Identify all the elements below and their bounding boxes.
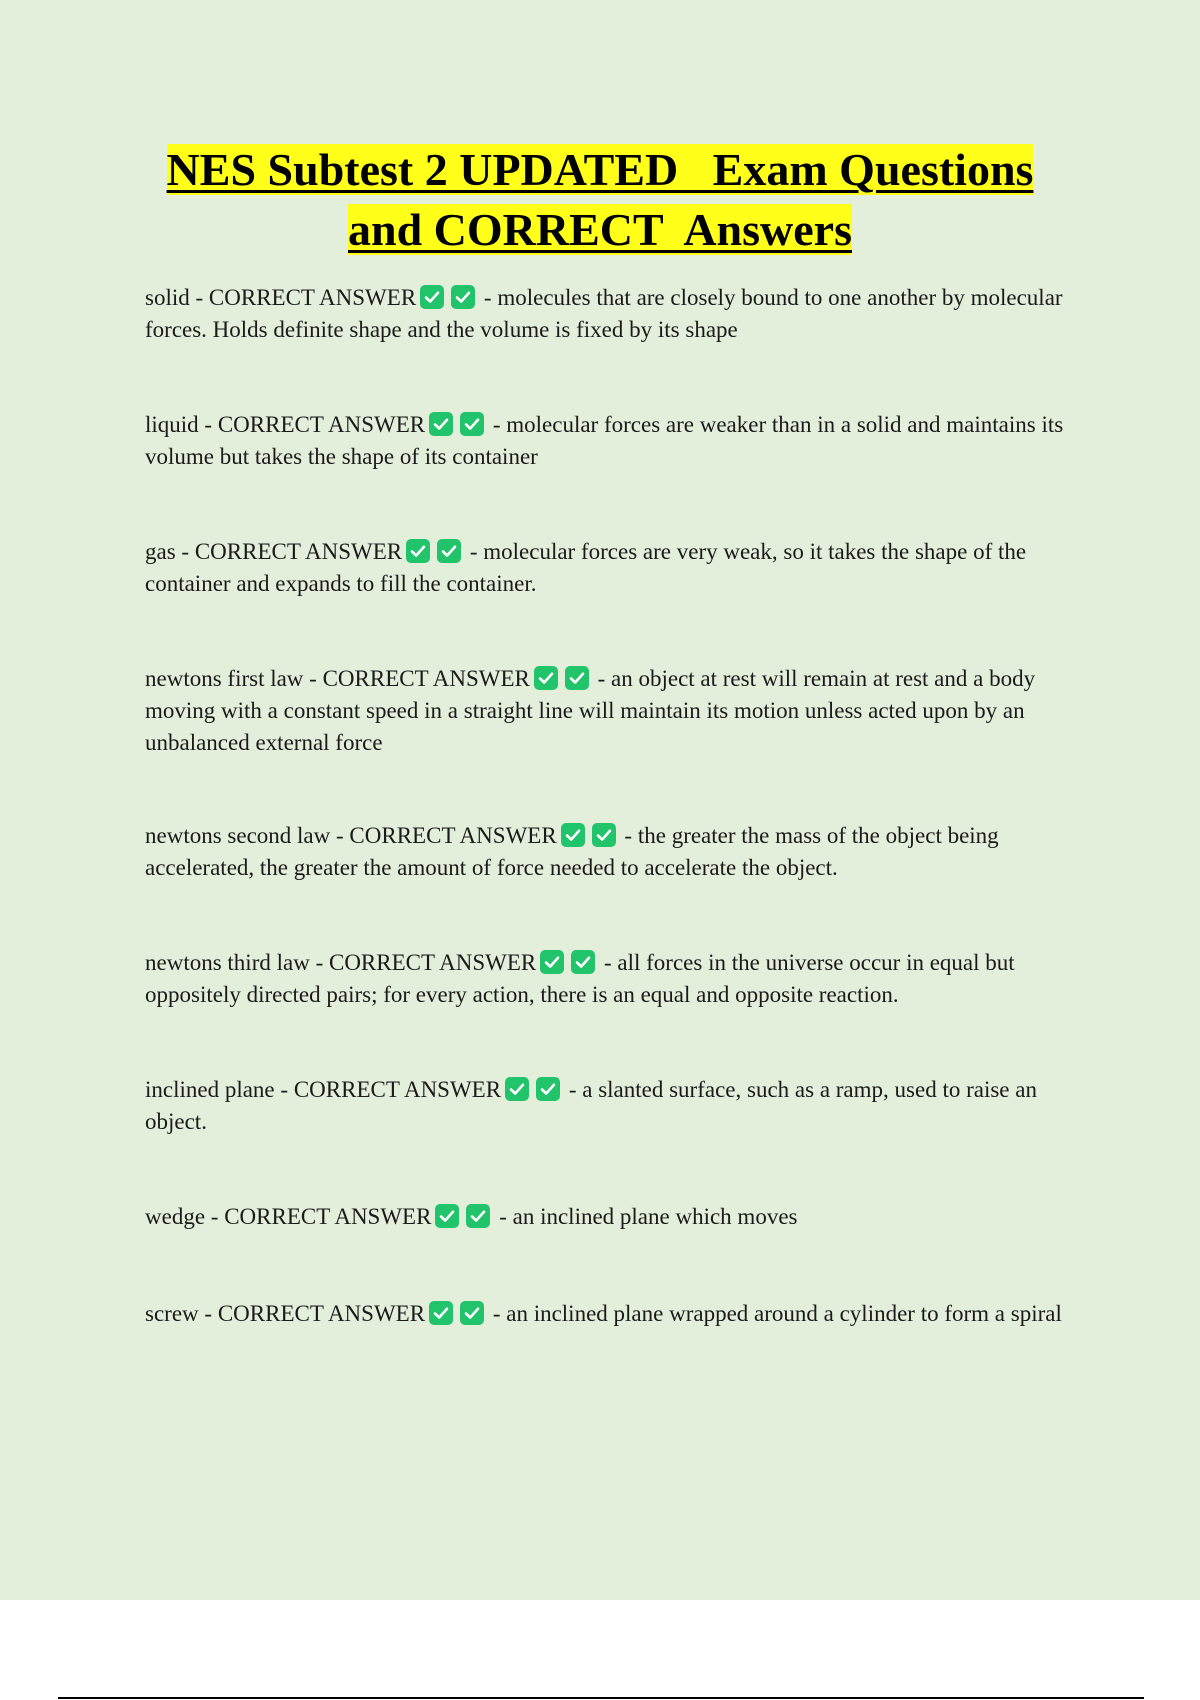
entry-definition: a slanted surface, such as a ramp, used to raise an object. xyxy=(145,1077,1037,1134)
check-mark-icon xyxy=(571,950,595,974)
qa-entry xyxy=(145,282,1085,346)
separator: - xyxy=(618,823,638,848)
document-title xyxy=(100,140,1100,260)
check-mark-icon xyxy=(437,539,461,563)
separator: - xyxy=(487,1301,507,1326)
separator: - xyxy=(205,1204,225,1229)
check-mark-icon xyxy=(460,1301,484,1325)
entry-term: wedge xyxy=(145,1204,206,1229)
check-mark-icon xyxy=(460,412,484,436)
check-mark-icon xyxy=(451,285,475,309)
entry-definition: molecules that are closely bound to one another by molecular forces. Holds definite shape and the volume is fixed by its shape xyxy=(145,285,1063,342)
check-mark-icon xyxy=(429,412,453,436)
entry-label: CORRECT ANSWER xyxy=(194,539,403,564)
entry-term: newtons third law xyxy=(145,950,310,975)
entry-definition: the greater the mass of the object being accelerated, the greater the amount of force needed to accelerate the object. xyxy=(145,823,999,880)
entry-label: CORRECT ANSWER xyxy=(349,823,557,848)
separator: - xyxy=(464,539,484,564)
separator: - xyxy=(330,823,350,848)
entry-definition: molecular forces are very weak, so it takes the shape of the container and expands to fill the container. xyxy=(145,539,1027,596)
entry-term: gas xyxy=(145,539,176,564)
separator: - xyxy=(274,1077,294,1102)
separator: - xyxy=(189,285,209,310)
separator: - xyxy=(309,950,329,975)
entry-label: CORRECT ANSWER xyxy=(208,285,417,310)
check-mark-icon xyxy=(505,1077,529,1101)
separator: - xyxy=(591,666,612,691)
check-mark-icon xyxy=(534,666,558,690)
qa-entry xyxy=(145,663,1085,759)
separator: - xyxy=(303,666,323,691)
check-mark-icon xyxy=(466,1204,490,1228)
separator: - xyxy=(598,950,618,975)
qa-entry xyxy=(145,409,1085,473)
qa-entry xyxy=(145,947,1085,1011)
separator: - xyxy=(478,285,498,310)
entry-definition: an inclined plane which moves xyxy=(512,1204,798,1229)
entry-label: CORRECT ANSWER xyxy=(322,666,530,691)
title-line-1: NES Subtest 2 UPDATED Exam Questions xyxy=(166,144,1034,195)
entry-label: CORRECT ANSWER xyxy=(293,1077,502,1102)
entry-term: liquid xyxy=(145,412,199,437)
separator: - xyxy=(563,1077,583,1102)
entry-definition: all forces in the universe occur in equal but oppositely directed pairs; for every action, there is an equal and opposite reaction. xyxy=(145,950,1015,1007)
check-mark-icon xyxy=(540,950,564,974)
check-mark-icon xyxy=(565,666,589,690)
check-mark-icon xyxy=(429,1301,453,1325)
check-mark-icon xyxy=(420,285,444,309)
entry-label: CORRECT ANSWER xyxy=(224,1204,432,1229)
entry-label: CORRECT ANSWER xyxy=(328,950,537,975)
separator: - xyxy=(487,412,507,437)
check-mark-icon xyxy=(435,1204,459,1228)
entry-term: screw xyxy=(145,1301,199,1326)
separator: - xyxy=(175,539,195,564)
entry-term: solid xyxy=(145,285,190,310)
check-mark-icon xyxy=(561,823,585,847)
separator: - xyxy=(493,1204,513,1229)
qa-entry xyxy=(145,1298,1085,1330)
qa-entry xyxy=(145,1201,1085,1233)
entry-definition: molecular forces are weaker than in a solid and maintains its volume but takes the shape of its container xyxy=(145,412,1064,469)
entry-term: newtons second law xyxy=(145,823,331,848)
qa-entry xyxy=(145,536,1085,600)
check-mark-icon xyxy=(592,823,616,847)
qa-entry xyxy=(145,1074,1085,1138)
check-mark-icon xyxy=(406,539,430,563)
title-line-2: and CORRECT Answers xyxy=(348,204,852,255)
entry-label: CORRECT ANSWER xyxy=(217,1301,426,1326)
entry-label: CORRECT ANSWER xyxy=(217,412,426,437)
entry-term: newtons first law xyxy=(145,666,304,691)
separator: - xyxy=(198,412,218,437)
check-mark-icon xyxy=(536,1077,560,1101)
separator: - xyxy=(198,1301,218,1326)
entry-definition: an inclined plane wrapped around a cylinder to form a spiral xyxy=(506,1301,1062,1326)
entry-definition: an object at rest will remain at rest and a body moving with a constant speed in a straight line will maintain its motion unless acted upon by an unbalanced external force xyxy=(145,666,1036,755)
footer-divider xyxy=(58,1697,1144,1699)
entry-term: inclined plane xyxy=(145,1077,275,1102)
qa-entry xyxy=(145,820,1085,884)
